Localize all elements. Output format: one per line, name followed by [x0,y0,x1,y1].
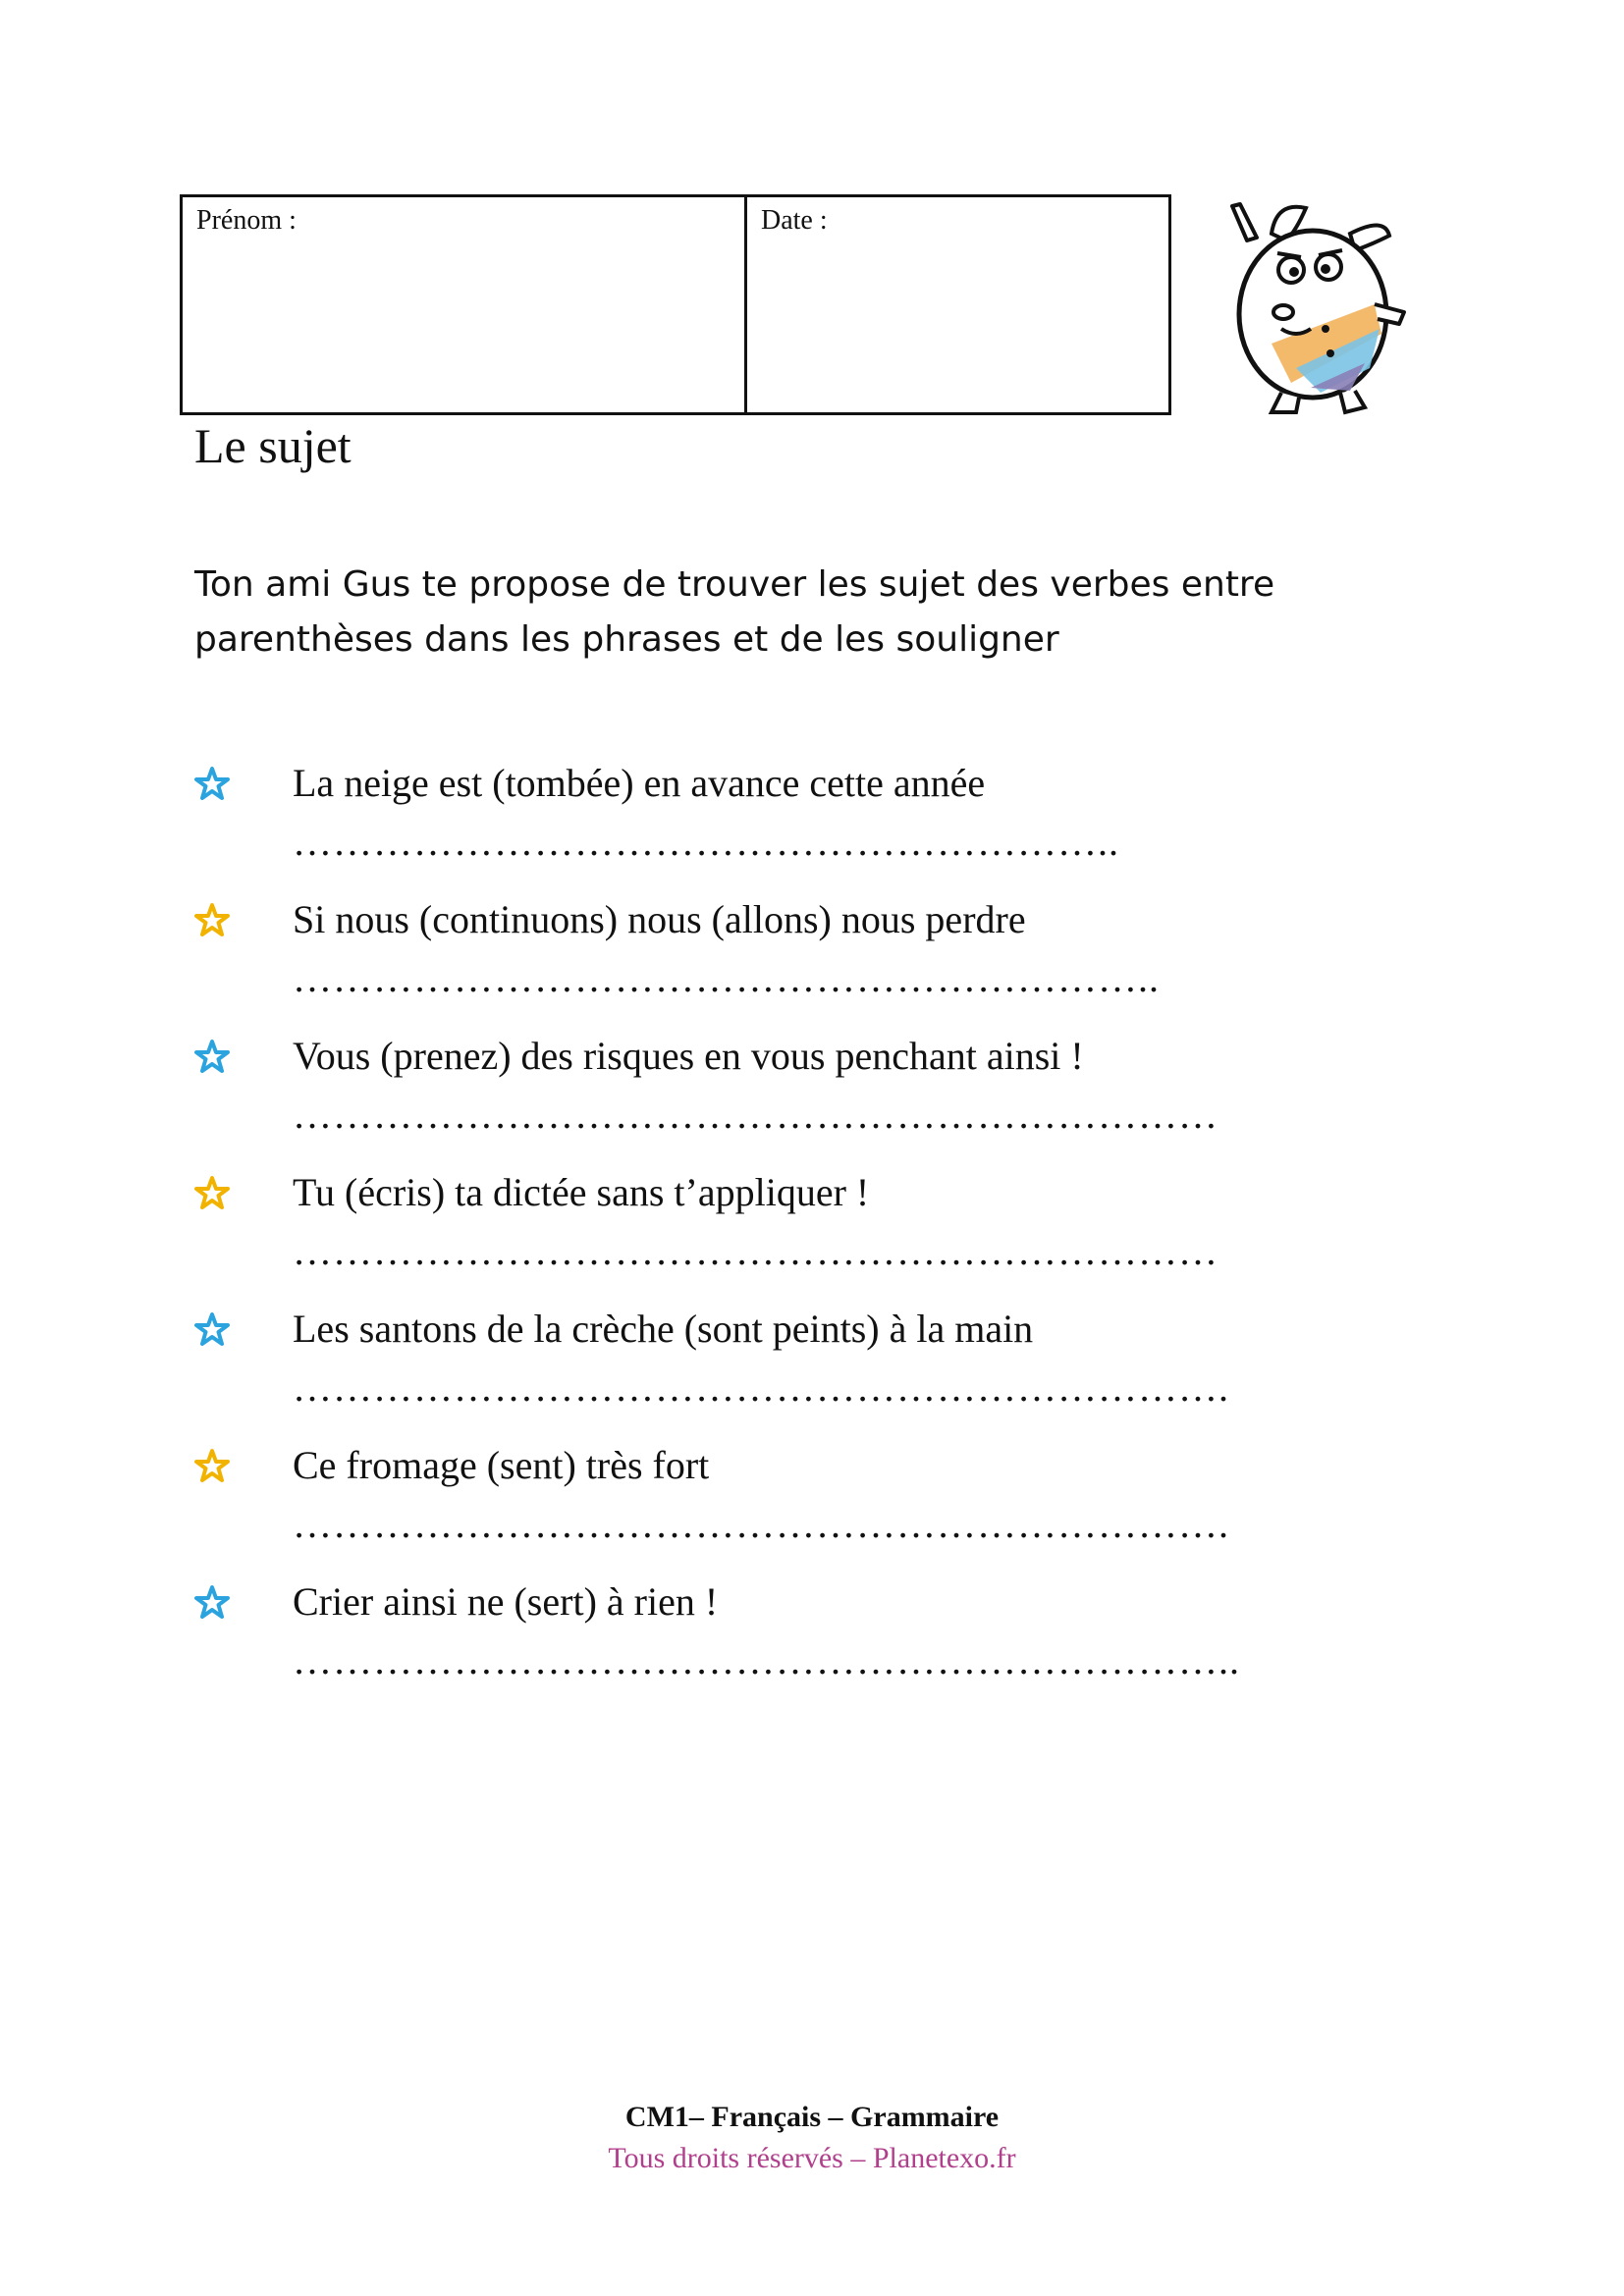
instruction-text [194,558,1412,667]
exercise-sentence: Tu (écris) ta dictée sans t’appliquer ! [293,1170,870,1214]
exercise-list [194,756,1471,1711]
page-title: Le sujet [194,418,352,473]
exercise-item [194,756,1471,892]
star-icon [194,902,230,937]
date-label: Date : [761,205,828,236]
exercise-item [194,1165,1471,1302]
exercise-item [194,1302,1471,1438]
exercise-sentence: Vous (prenez) des risques en vous penchant ainsi ! [293,1034,1084,1078]
answer-line[interactable]: ……………………………………………………………. [293,1368,1229,1408]
exercise-item [194,892,1471,1029]
exercise-item [194,1029,1471,1165]
gus-mascot-icon [1203,196,1414,417]
footer-copyright: Tous droits réservés – Planetexo.fr [608,2142,1016,2174]
star-icon [194,1039,230,1074]
exercise-item [194,1575,1471,1711]
instruction-line: Ton ami Gus te propose de trouver les sujet des verbes entre [194,564,1275,605]
answer-line[interactable]: …………………………………………………….. [293,823,1119,862]
footer-subject: CM1– Français – Grammaire [624,2101,1000,2133]
answer-line[interactable]: ……………………………………………………………. [293,1505,1229,1544]
date-field[interactable] [747,197,1168,412]
exercise-sentence: Si nous (continuons) nous (allons) nous perdre [293,897,1026,941]
star-icon [194,1175,230,1210]
header-table [180,194,1171,415]
name-field[interactable] [183,197,747,412]
exercise-sentence: Crier ainsi ne (sert) à rien ! [293,1579,719,1624]
instruction-line: parenthèses dans les phrases et de les souligner [194,619,1059,660]
exercise-item [194,1438,1471,1575]
answer-line[interactable]: ……………………………………………………….. [293,959,1160,998]
exercise-sentence: La neige est (tombée) en avance cette année [293,761,986,805]
answer-line[interactable]: …………………………………………………………… [293,1232,1218,1271]
star-icon [194,1584,230,1620]
exercise-sentence: Ce fromage (sent) très fort [293,1443,710,1487]
star-icon [194,1311,230,1347]
answer-line[interactable]: …………………………………………………………….. [293,1641,1240,1681]
answer-line[interactable]: …………………………………………………………… [293,1095,1218,1135]
star-icon [194,766,230,801]
star-icon [194,1448,230,1483]
exercise-sentence: Les santons de la crèche (sont peints) à la main [293,1307,1034,1351]
name-label: Prénom : [196,205,297,236]
